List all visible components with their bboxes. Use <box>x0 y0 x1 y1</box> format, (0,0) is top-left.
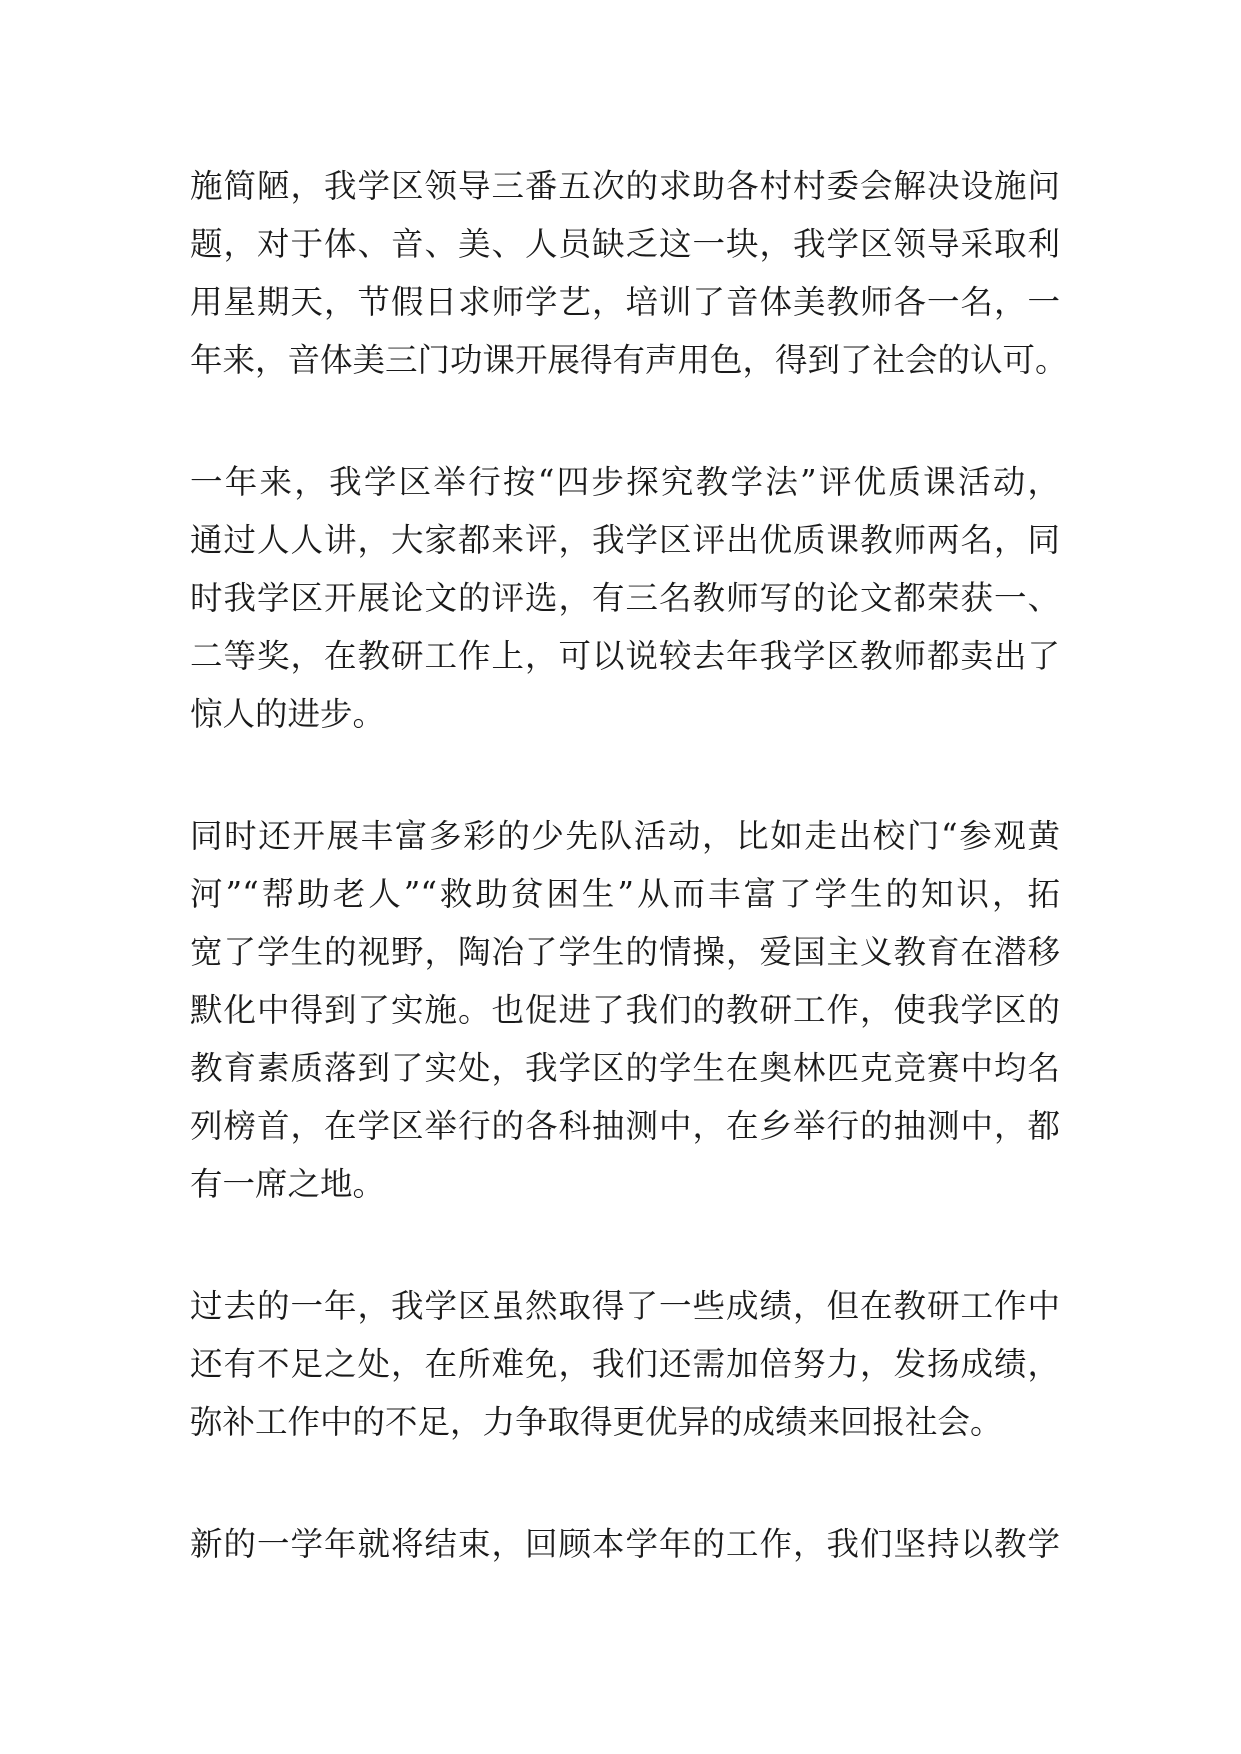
text-line: 题，对于体、音、美、人员缺乏这一块，我学区领导采取利 <box>190 225 1060 263</box>
text-line: 宽了学生的视野，陶冶了学生的情操，爱国主义教育在潜移 <box>190 933 1060 971</box>
text-line: 惊人的进步。 <box>190 695 386 733</box>
text-line: 施简陋，我学区领导三番五次的求助各村村委会解决设施问 <box>190 167 1060 205</box>
text-line: 还有不足之处，在所难免，我们还需加倍努力，发扬成绩， <box>190 1345 1060 1383</box>
text-line: 同时还开展丰富多彩的少先队活动，比如走出校门“参观黄 <box>190 817 1060 855</box>
text-line: 过去的一年，我学区虽然取得了一些成绩，但在教研工作中 <box>190 1287 1060 1325</box>
text-line: 年来，音体美三门功课开展得有声用色，得到了社会的认可。 <box>190 341 1068 379</box>
text-line: 河”“帮助老人”“救助贫困生”从而丰富了学生的知识，拓 <box>190 875 1060 913</box>
text-line: 教育素质落到了实处，我学区的学生在奥林匹克竞赛中均名 <box>190 1049 1060 1087</box>
text-line: 弥补工作中的不足，力争取得更优异的成绩来回报社会。 <box>190 1403 1003 1441</box>
text-line: 默化中得到了实施。也促进了我们的教研工作，使我学区的 <box>190 991 1060 1029</box>
text-line: 时我学区开展论文的评选，有三名教师写的论文都荣获一、 <box>190 579 1060 617</box>
text-line: 通过人人讲，大家都来评，我学区评出优质课教师两名，同 <box>190 521 1060 559</box>
text-line: 用星期天，节假日求师学艺，培训了音体美教师各一名，一 <box>190 283 1060 321</box>
text-line: 列榜首，在学区举行的各科抽测中，在乡举行的抽测中，都 <box>190 1107 1060 1145</box>
text-line: 有一席之地。 <box>190 1165 386 1203</box>
text-line: 二等奖，在教研工作上，可以说较去年我学区教师都卖出了 <box>190 637 1060 675</box>
text-line: 新的一学年就将结束，回顾本学年的工作，我们坚持以教学 <box>190 1525 1060 1563</box>
text-line: 一年来，我学区举行按“四步探究教学法”评优质课活动， <box>190 463 1060 501</box>
